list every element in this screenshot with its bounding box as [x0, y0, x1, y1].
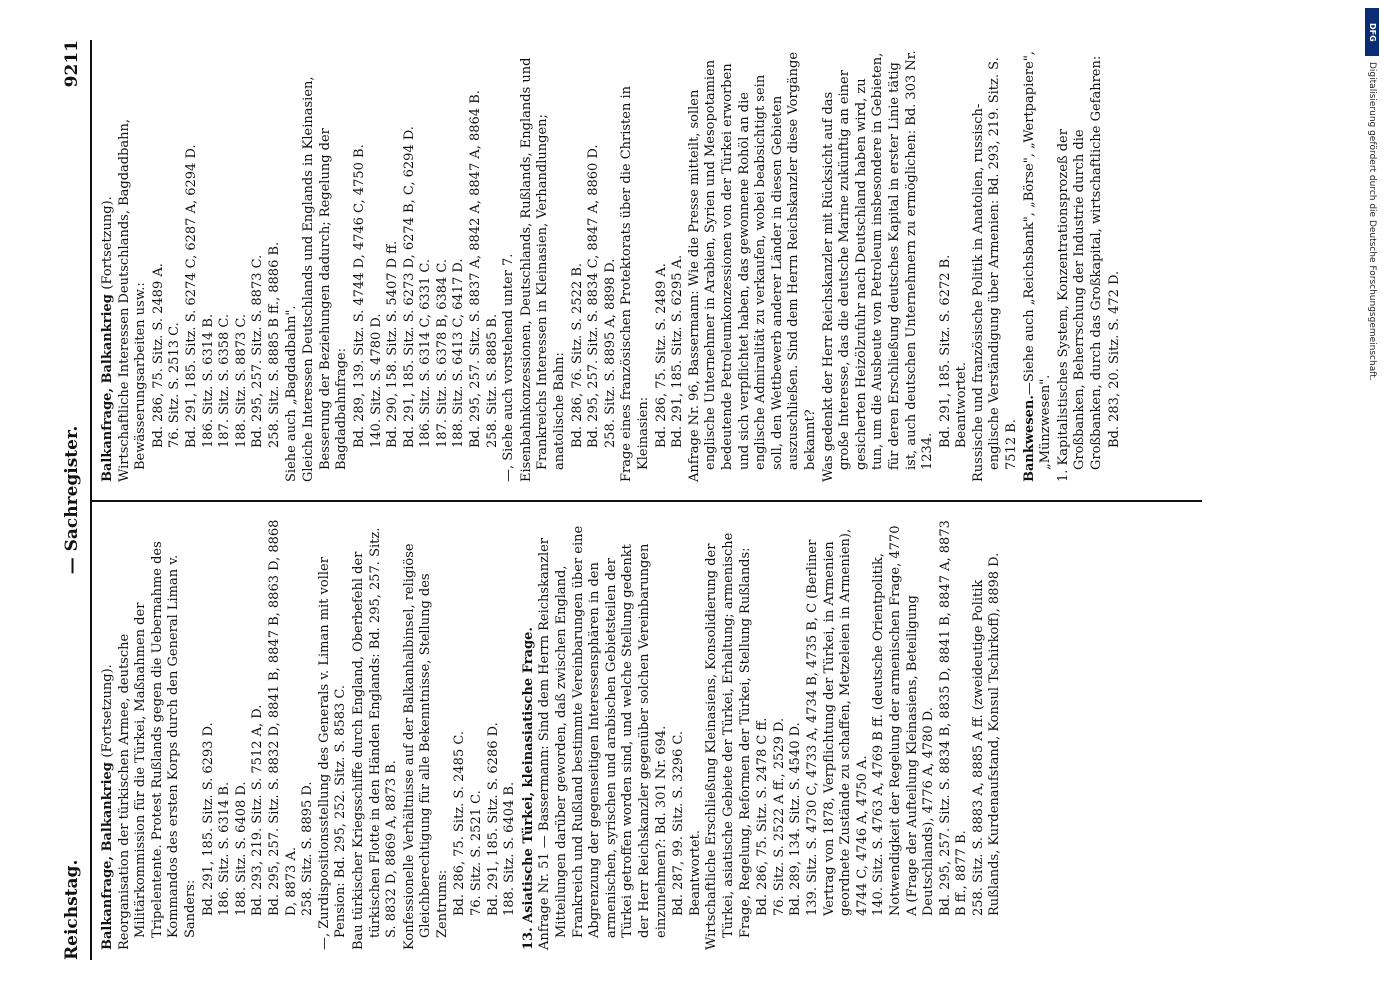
- page-reference: Beantwortet.: [954, 361, 970, 448]
- page-reference: Bd. 295, 257. Sitz. S. 8834 C, 8847 A, 8860 D.: [586, 144, 602, 448]
- entry-text: Bau türkischer Kriegsschiffe durch England, Oberbefehl der türkischen Flotte in den Händen Englands: Bd. 295, 257. Sitz. S. 8832 D, 8869 A, 8873 B.: [350, 527, 400, 950]
- page-reference: 188. Sitz. S. 6404 B.: [502, 781, 518, 916]
- index-entry: [501, 50, 518, 482]
- page-reference: Beantwortet.: [687, 829, 703, 916]
- page-reference: Bd. 286, 76. Sitz. S. 2522 B.: [569, 262, 585, 448]
- page-reference: 186. Sitz. S. 6314 C, 6331 C.: [418, 259, 434, 448]
- index-entry: [704, 518, 754, 950]
- left-column-title: [100, 518, 117, 950]
- page-reference: Bd. 291, 185. Sitz. S. 6272 B.: [937, 254, 953, 448]
- page-reference: 188. Sitz. S. 6408 D.: [233, 781, 249, 916]
- page-reference: 258. Sitz. S. 8883 A, 8885 A ff. (zweideutige Politik Rußlands, Kurdenaufstand, Konsul Tschirkoff), 8898 D.: [970, 552, 1003, 916]
- page-reference: Bd. 290, 158. Sitz. S. 5407 D ff.: [385, 240, 401, 448]
- page-reference: Bd. 289, 134. Sitz. S. 4540 D.: [788, 722, 804, 916]
- page-reference: Bd. 291, 185. Sitz. S. 6273 D, 6274 B, C, 6294 D.: [401, 126, 417, 448]
- page-reference: 76. Sitz. S. 2522 A ff., 2529 D.: [771, 717, 787, 916]
- page-reference: Bd. 295, 257. Sitz. S. 8837 A, 8842 A, 8847 A, 8864 B.: [468, 90, 484, 448]
- page-reference: 187. Sitz. S. 6358 C.: [217, 313, 233, 448]
- column-title-continuation: (Fortsetzung).: [100, 196, 115, 290]
- page-reference: 188. Sitz. S. 6413 C, 6417 D.: [451, 258, 467, 448]
- page-reference: 258. Sitz. S. 8895 A, 8898 D.: [602, 258, 618, 448]
- page-reference: Bd. 295, 257. Sitz. S. 8832 D, 8841 B, 8847 B, 8863 D, 8868 D, 8873 A.: [266, 515, 299, 916]
- page-reference: 258. Sitz. S. 8885 B.: [484, 313, 500, 448]
- entry-text: Was gedenkt der Herr Reichskanzler mit Rücksicht auf das große Interesse, das die deutsche Marine zukünftig an einer gesicherten Heizölzufuhr nach Deutschland haben wird, zu tun, um die Ausbeute von Petroleum insbesondere in Gebieten, für deren Erschließung deutsches Kapital in erster Linie tätig ist, auch deutschen Unternehmern zu ermöglichen: Bd. 303 Nr. 1234.: [820, 50, 936, 482]
- page-reference: Bd. 286, 75. Sitz. S. 2489 A.: [653, 263, 669, 448]
- page-reference: Bd. 291, 185. Sitz. S. 6274 C, 6287 A, 6294 D.: [183, 144, 199, 448]
- index-entry: [402, 518, 452, 950]
- left-column: [100, 515, 1250, 950]
- page-reference: 258. Sitz. S. 8895 D.: [300, 781, 316, 916]
- right-column-title: [100, 50, 117, 482]
- page-reference: 186. Sitz. S. 6314 B.: [217, 781, 233, 916]
- index-entry: [117, 518, 200, 950]
- entry-text: Frage eines französischen Protektorats über die Christen in Kleinasien:: [619, 85, 651, 482]
- entry-text: Eisenbahnkonzessionen, Deutschlands, Rußlands, Englands und Frankreichs Interessen in Kleinasien, Verhandlungen; anatolische Bahn:: [518, 57, 568, 482]
- header-center: — Sachregister.: [62, 425, 82, 575]
- page-reference: Bd. 291, 185. Sitz. S. 6295 A.: [670, 254, 686, 448]
- page-reference: Bd. 283, 20. Sitz. S. 472 D.: [1106, 270, 1122, 448]
- page-reference: Bd. 295, 257. Sitz. S. 8834 B, 8835 D, 8841 B, 8847 A, 8873 B ff., 8877 B.: [937, 515, 970, 916]
- page-reference: Bd. 295, 257. Sitz. S. 8873 C.: [250, 254, 266, 448]
- entry-text: Russische und französische Politik in Anatolien, russisch-englische Verständigung über Armenien: Bd. 293, 219. Sitz. S. 7512 B.: [970, 57, 1020, 482]
- column-title-continuation: (Fortsetzung).: [100, 664, 115, 758]
- column-title-text: Balkanfrage, Balkankrieg: [100, 762, 115, 950]
- page-header: [62, 40, 92, 960]
- index-entry: [619, 50, 652, 482]
- page-reference: 187. Sitz. S. 6378 B, 6384 C.: [434, 258, 450, 448]
- entry-text: Anfrage Nr. 96, Bassermann: Wie die Presse mitteilt, sollen englische Unternehmer in Arabien, Syrien und Mesopotamien bedeutende Petroleumkonzessionen von der Türkei erworben und sich verpflichtet haben, das gewonnene Rohöl an die englische Admiralität zu verkaufen, wobei beabsichtigt sein soll, den Wettbewerb anderer Länder in diesen Gebieten auszuschließen. Sind dem Herrn Reichskanzler diese Vorgänge bekannt?: [686, 51, 818, 482]
- page-reference: 188. Sitz. S. 8873 C.: [233, 313, 249, 448]
- page-reference: Bd. 293, 219. Sitz. S. 7512 A, D.: [250, 704, 266, 916]
- entry-text: Konfessionelle Verhältnisse auf der Balkanhalbinsel, religiöse Gleichberechtigung für alle Bekenntnisse, Stellung des Zentrums:: [401, 543, 450, 950]
- entry-text: Gleiche Interessen Deutschlands und Englands in Kleinasien, Besserung der Beziehungen dadurch; Regelung der Bagdadbahnfrage:: [301, 76, 350, 482]
- index-entry: [1056, 50, 1106, 482]
- page-reference: 76. Sitz. S. 2513 C.: [167, 322, 183, 448]
- entry-text: Reorganisation der türkischen Armee, deutsche Militärkommission für die Türkei, Maßnahmen der Tripelentente. Protest Rußlands gegen die Uebernahme des Kommandos des ersten Korps durch den General Liman v. Sanders:: [116, 541, 198, 950]
- page-reference: 140. Sitz. S. 4780 D.: [368, 313, 384, 448]
- page-reference: 140. Sitz. S. 4763 A, 4769 B ff. (deutsche Orientpolitik, Notwendigkeit der Regelung der armenischen Frage, 4770 A (Frage der Aufteilung Kleinasiens, Beteiligung Deutschlands), 4776 A, 4780 D.: [871, 521, 937, 916]
- index-entry: [1022, 50, 1055, 482]
- digitization-credit: Digitalisierung gefördert durch die Deutsche Forschungsgemeinschaft.: [1367, 62, 1377, 381]
- page-reference: Bd. 286, 75. Sitz. S. 2478 C ff.: [755, 717, 771, 916]
- entry-text: —, Siehe auch vorstehend unter 7.: [501, 253, 517, 482]
- page-reference: Bd. 291, 185. Sitz. S. 6286 D.: [485, 722, 501, 916]
- index-entry: [519, 50, 569, 482]
- index-entry: [117, 50, 150, 482]
- entry-text: —Siehe auch „Reichsbank", „Börse", „Wertpapiere", „Münzwesen".: [1021, 51, 1054, 470]
- column-title-text: Balkanfrage, Balkankrieg: [100, 294, 115, 482]
- entry-text: Wirtschaftliche Erschließung Kleinasiens, Konsolidierung der Türkei, asiatische Gebiete der Türkei, Erhaltung; armenische Frage, Regelung, Reformen der Türkei, Stellung Rußlands:: [704, 532, 753, 950]
- header-left: Reichstag.: [62, 859, 82, 960]
- page-reference: Bd. 286, 75. Sitz. S. 2489 A.: [150, 263, 166, 448]
- entry-text: Anfrage Nr. 51 — Bassermann: Sind dem Herrn Reichskanzler Mitteilungen darüber geworden, daß zwischen England, Frankreich und Rußland bestimmte Vereinbarungen über eine Abgrenzung der gegenseitigen Interessensphären in den armenischen, syrischen und arabischen Gebietsteilen der Türkei getroffen worden sind, und welche Stellung gedenkt der Herr Reichskanzler gegenüber solchen Vereinbarungen einzunehmen?: Bd. 301 Nr. 694.: [537, 525, 669, 950]
- dfg-logo: DFG: [1365, 8, 1379, 56]
- entry-text: Wirtschaftliche Interessen Deutschlands, Bagdadbahn, Bewässerungsarbeiten usw.:: [116, 118, 149, 482]
- page-reference: 139. Sitz. S. 4730 C, 4733 A, 4734 B, 4735 B, C (Berliner Vertrag von 1878, Verpflichtung der Türkei, in Armenien geordnete Zustände zu schaffen, Metzeleien in Armenien), 4744 C, 4746 A, 4750 A.: [804, 524, 870, 916]
- index-entry: [284, 50, 301, 482]
- page-reference: Bd. 286, 75. Sitz. S. 2485 C.: [452, 731, 468, 916]
- entry-text: 1. Kapitalistisches System, Konzentrationsprozeß der Großbanken, Beherrschung der Industrie durch die Großbanken, durch das Großkapital, wirtschaftliche Gefahren:: [1055, 55, 1105, 482]
- page-reference: Bd. 291, 185. Sitz. S. 6293 D.: [200, 722, 216, 916]
- page-reference: Bd. 287, 99. Sitz. S. 3296 C.: [671, 731, 687, 916]
- entry-text: —, Zurdispositionsstellung des Generals v. Liman mit voller Pension: Bd. 295, 252. Sitz. S. 8583 C.: [316, 557, 349, 950]
- entry-text: Siehe auch „Bagdadbahn".: [283, 305, 299, 482]
- column-divider: [92, 500, 1202, 502]
- index-entry: [537, 518, 670, 950]
- index-entry: [351, 518, 401, 950]
- index-entry: [821, 50, 937, 482]
- entry-heading: Bankwesen.: [1021, 395, 1037, 482]
- index-entry: [687, 50, 820, 482]
- index-entry: [971, 50, 1021, 482]
- page-reference: Bd. 289, 139. Sitz. S. 4744 D, 4746 C, 4750 B.: [351, 144, 367, 448]
- index-entry: [317, 518, 350, 950]
- page-reference: 186. Sitz. S. 6314 B.: [200, 313, 216, 448]
- page-reference: 76. Sitz. S. 2521 C.: [469, 790, 485, 916]
- page-number: 9211: [62, 40, 82, 88]
- right-column: [100, 50, 1250, 482]
- page-reference: 258. Sitz. S. 8885 B ff., 8886 B.: [266, 241, 282, 448]
- section-heading: 13. Asiatische Türkei, kleinasiatische Frage.: [520, 627, 536, 950]
- index-entry: [301, 50, 351, 482]
